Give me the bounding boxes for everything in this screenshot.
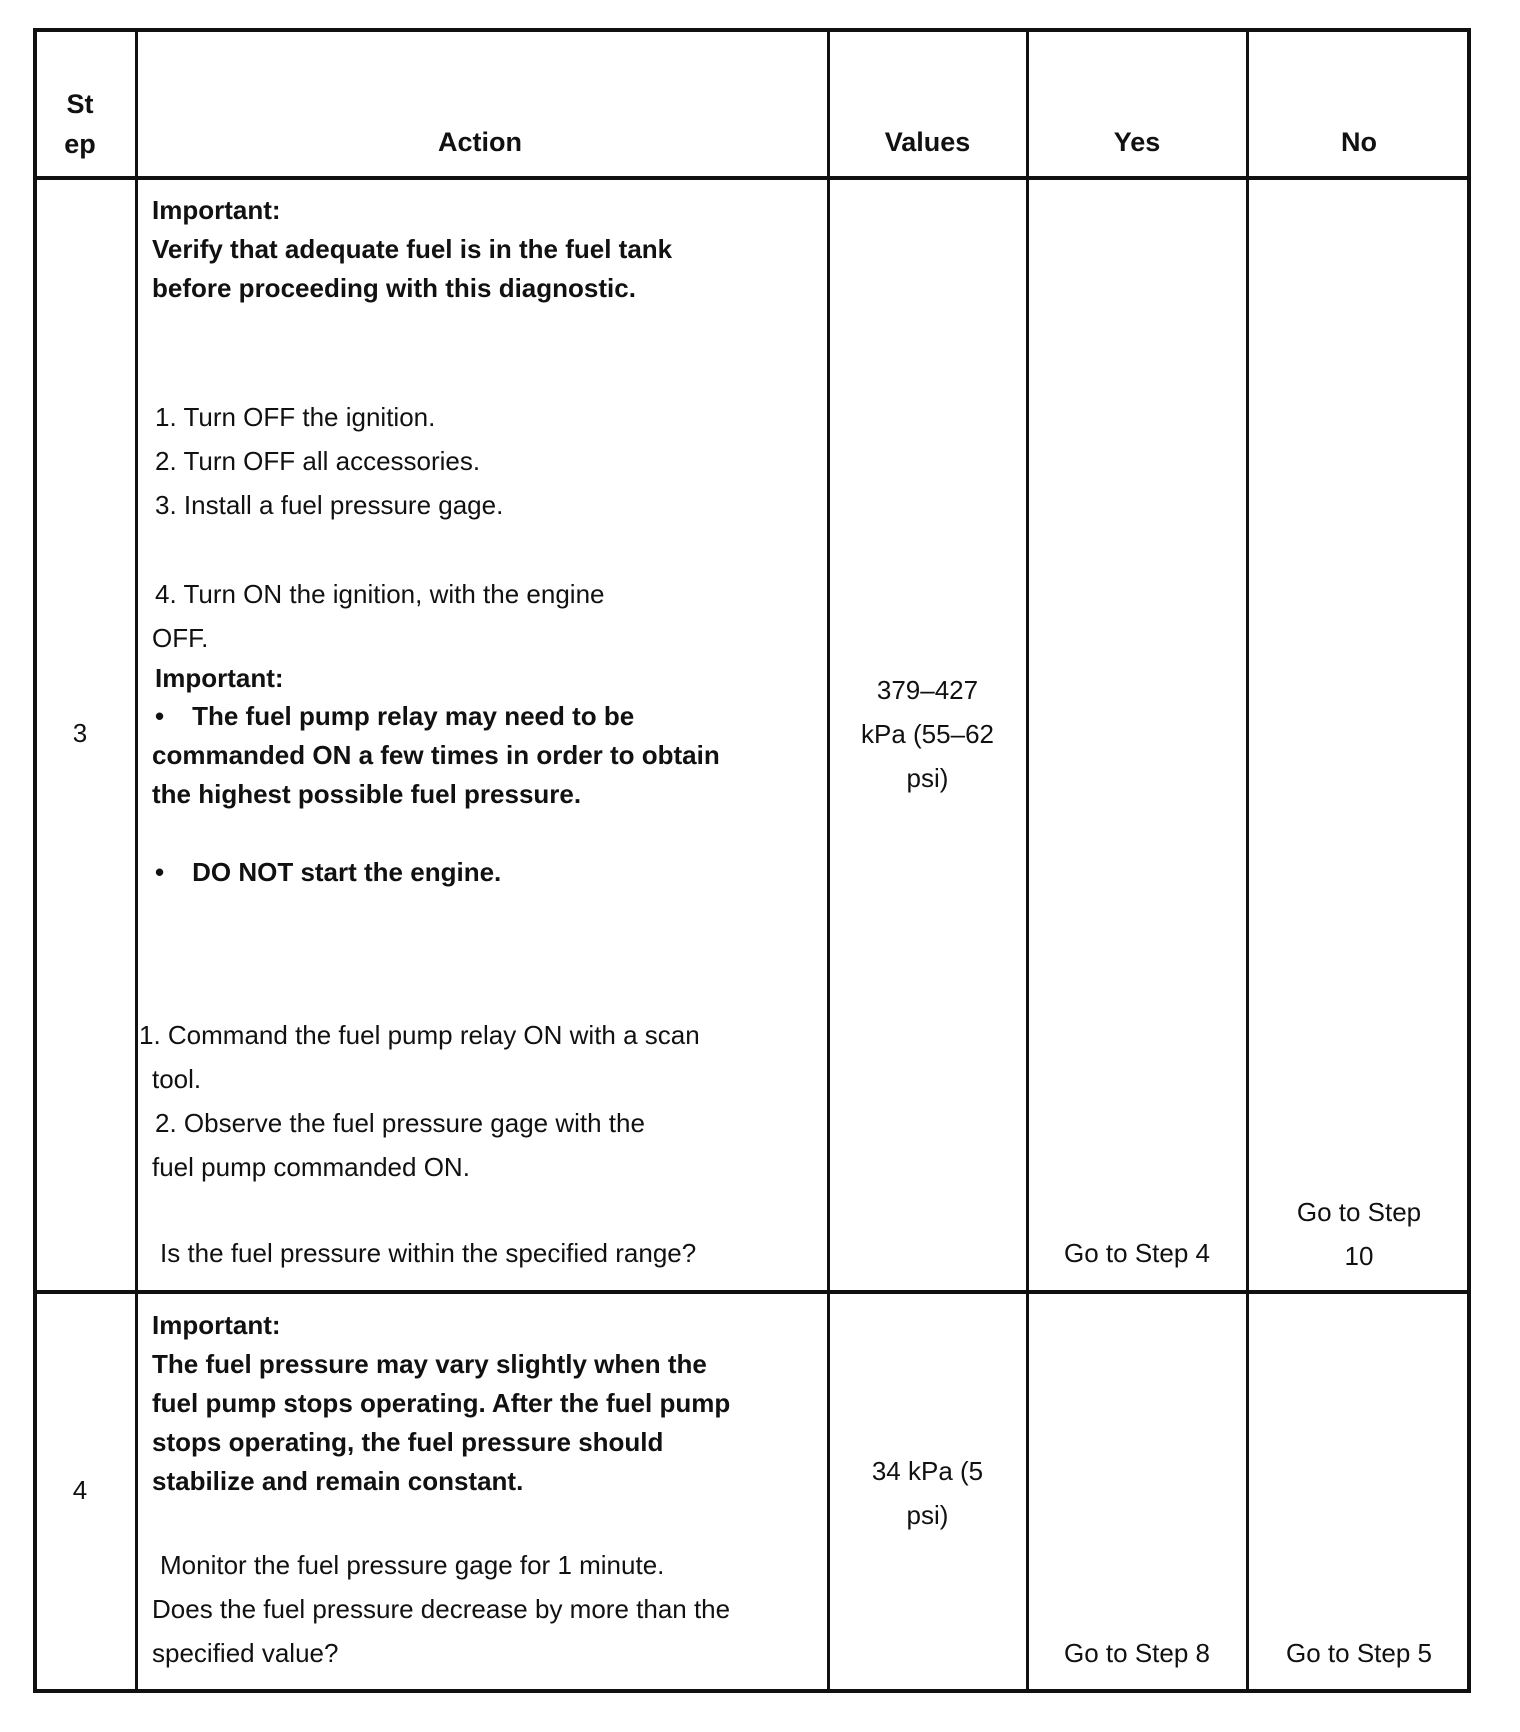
bullet-item	[155, 853, 501, 891]
important-text: Verify that adequate fuel is in the fuel tank	[152, 234, 673, 264]
value-text: 379–427	[876, 675, 979, 705]
value-cell	[828, 668, 1027, 800]
list-item-continuation: tool.	[152, 1064, 202, 1094]
list-item: 4. Turn ON the ignition, with the engine	[155, 579, 605, 609]
value-text: psi)	[906, 763, 949, 793]
important-label: Important:	[155, 663, 284, 693]
row-divider	[37, 1290, 1467, 1294]
list-item-continuation: fuel pump commanded ON.	[152, 1152, 470, 1182]
value-text: kPa (55–62	[861, 719, 994, 749]
value-cell	[828, 1449, 1027, 1537]
yes-go-to-step-8: Go to Step 8	[1064, 1638, 1210, 1668]
column-divider	[827, 32, 830, 1689]
important-label: Important:	[152, 195, 281, 225]
value-text: psi)	[906, 1500, 949, 1530]
bullet-text: DO NOT start the engine.	[192, 857, 502, 887]
no-go-to-step-5: Go to Step 5	[1286, 1638, 1432, 1668]
header-step	[40, 84, 120, 164]
bullet-icon: •	[155, 701, 165, 731]
list-item: 2. Observe the fuel pressure gage with the	[155, 1108, 645, 1138]
bullet-text: The fuel pump relay may need to be	[192, 701, 635, 731]
header-yes: Yes	[1113, 127, 1161, 157]
no-text: 10	[1344, 1241, 1374, 1271]
list-item: 2. Turn OFF all accessories.	[155, 446, 481, 476]
bullet-text: the highest possible fuel pressure.	[152, 779, 582, 809]
question-text: Does the fuel pressure decrease by more than the	[152, 1594, 731, 1624]
bullet-icon: •	[155, 857, 165, 887]
no-go-to-step-10	[1247, 1190, 1471, 1278]
important-text: The fuel pressure may vary slightly when the	[152, 1349, 707, 1379]
question-text: Is the fuel pressure within the specified range?	[160, 1238, 697, 1268]
important-text: stabilize and remain constant.	[152, 1466, 524, 1496]
bullet-text: commanded ON a few times in order to obtain	[152, 740, 720, 770]
list-item-continuation: OFF.	[152, 623, 209, 653]
header-step-line2: ep	[64, 129, 96, 159]
important-text: fuel pump stops operating. After the fuel pump	[152, 1388, 731, 1418]
step-number: 4	[72, 1475, 88, 1505]
bullet-item	[155, 697, 634, 735]
step-number: 3	[72, 718, 88, 748]
header-values: Values	[884, 127, 971, 157]
header-step-line1: St	[66, 89, 94, 119]
header-action: Action	[438, 127, 522, 157]
question-text: specified value?	[152, 1638, 339, 1668]
value-text: 34 kPa (5	[871, 1456, 984, 1486]
instruction-text: Monitor the fuel pressure gage for 1 minute.	[160, 1550, 665, 1580]
no-text: Go to Step	[1296, 1197, 1422, 1227]
important-text: before proceeding with this diagnostic.	[152, 273, 636, 303]
list-item: 1. Turn OFF the ignition.	[155, 402, 436, 432]
important-label: Important:	[152, 1310, 281, 1340]
column-divider	[1026, 32, 1029, 1689]
important-text: stops operating, the fuel pressure should	[152, 1427, 664, 1457]
column-divider	[135, 32, 138, 1689]
list-item: 1. Command the fuel pump relay ON with a scan	[139, 1020, 700, 1050]
list-item: 3. Install a fuel pressure gage.	[155, 490, 504, 520]
column-divider	[1246, 32, 1249, 1689]
row-divider	[37, 176, 1467, 180]
yes-go-to-step-4: Go to Step 4	[1064, 1238, 1210, 1268]
header-no: No	[1341, 127, 1377, 157]
